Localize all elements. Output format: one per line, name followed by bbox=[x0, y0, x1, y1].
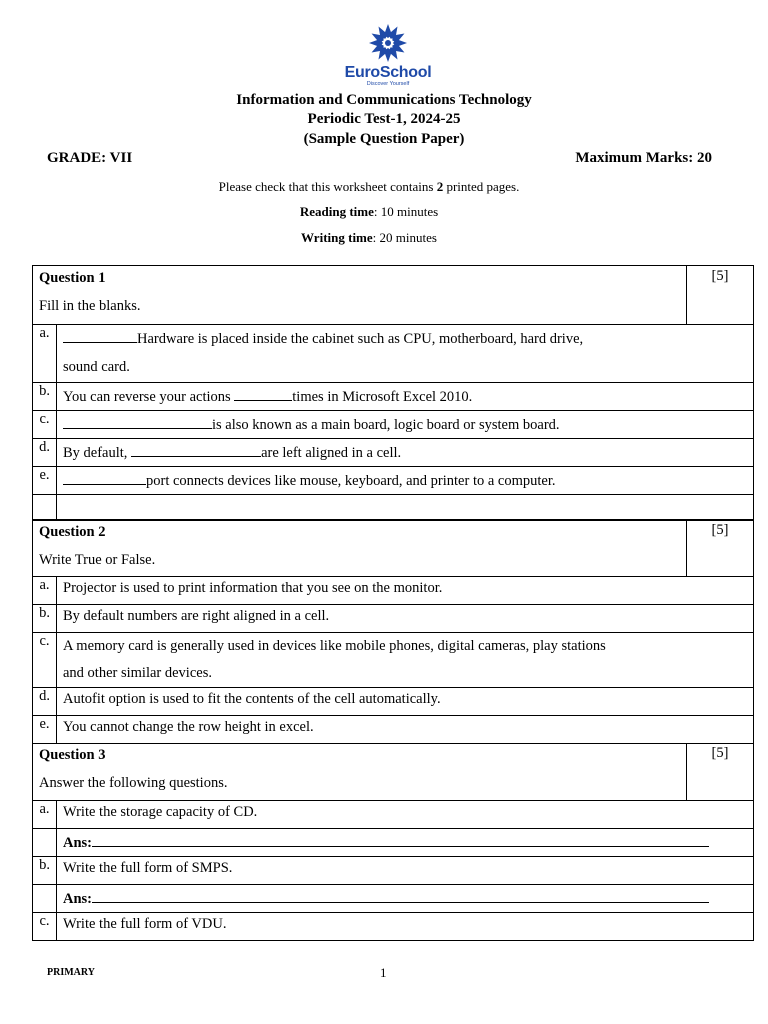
paper-type: (Sample Question Paper) bbox=[303, 131, 465, 147]
table-row: c. Write the full form of VDU. bbox=[33, 913, 754, 941]
question-1-header: Question 1 Fill in the blanks. bbox=[33, 266, 687, 325]
table-row: c. is also known as a main board, logic board or system board. bbox=[33, 411, 754, 439]
question-2-marks: [5] bbox=[687, 520, 754, 577]
grade-label: GRADE: VII bbox=[47, 150, 133, 166]
answer-line[interactable] bbox=[92, 832, 709, 847]
table-row: d. Autofit option is used to fit the contents of the cell automatically. bbox=[33, 688, 754, 716]
question-2-table bbox=[32, 519, 754, 744]
answer-line[interactable] bbox=[92, 888, 709, 903]
question-3-table bbox=[32, 743, 754, 941]
test-title: Periodic Test-1, 2024-25 bbox=[307, 111, 461, 127]
page-check-note: Please check that this worksheet contains 2 printed pages. bbox=[218, 179, 520, 194]
page-number: 1 bbox=[380, 965, 387, 980]
footer-section-label: PRIMARY bbox=[47, 967, 95, 978]
school-logo bbox=[336, 22, 440, 92]
table-row: a. Write the storage capacity of CD. bbox=[33, 801, 754, 829]
question-1-table bbox=[32, 265, 754, 521]
reading-time: Reading time: 10 minutes bbox=[299, 204, 439, 219]
table-row: b. Write the full form of SMPS. bbox=[33, 857, 754, 885]
answer-row: Ans: bbox=[33, 885, 754, 913]
table-row bbox=[33, 495, 754, 521]
table-row: e. port connects devices like mouse, keyboard, and printer to a computer. bbox=[33, 467, 754, 495]
table-row: a. Projector is used to print information that you see on the monitor. bbox=[33, 577, 754, 605]
question-3-marks: [5] bbox=[687, 744, 754, 801]
writing-time: Writing time: 20 minutes bbox=[301, 230, 437, 245]
table-row: b. You can reverse your actions times in Microsoft Excel 2010. bbox=[33, 383, 754, 411]
brand-name: EuroSchool bbox=[344, 64, 432, 81]
question-2-header: Question 2 Write True or False. bbox=[33, 520, 687, 577]
star-burst-logo-icon bbox=[365, 22, 411, 64]
question-1-marks: [5] bbox=[687, 266, 754, 325]
brand-tagline: Discover Yourself bbox=[366, 81, 410, 87]
table-row: a. Hardware is placed inside the cabinet such as CPU, motherboard, hard drive, sound card. bbox=[33, 325, 754, 383]
table-row: d. By default, are left aligned in a cell. bbox=[33, 439, 754, 467]
max-marks-label: Maximum Marks: 20 bbox=[575, 150, 712, 166]
table-row: b. By default numbers are right aligned in a cell. bbox=[33, 605, 754, 633]
subject-title: Information and Communications Technology bbox=[236, 92, 532, 108]
table-row: e. You cannot change the row height in excel. bbox=[33, 716, 754, 744]
table-row: c. A memory card is generally used in devices like mobile phones, digital cameras, play stations and other similar devices. bbox=[33, 633, 754, 688]
answer-row: Ans: bbox=[33, 829, 754, 857]
question-3-header: Question 3 Answer the following questions. bbox=[33, 744, 687, 801]
